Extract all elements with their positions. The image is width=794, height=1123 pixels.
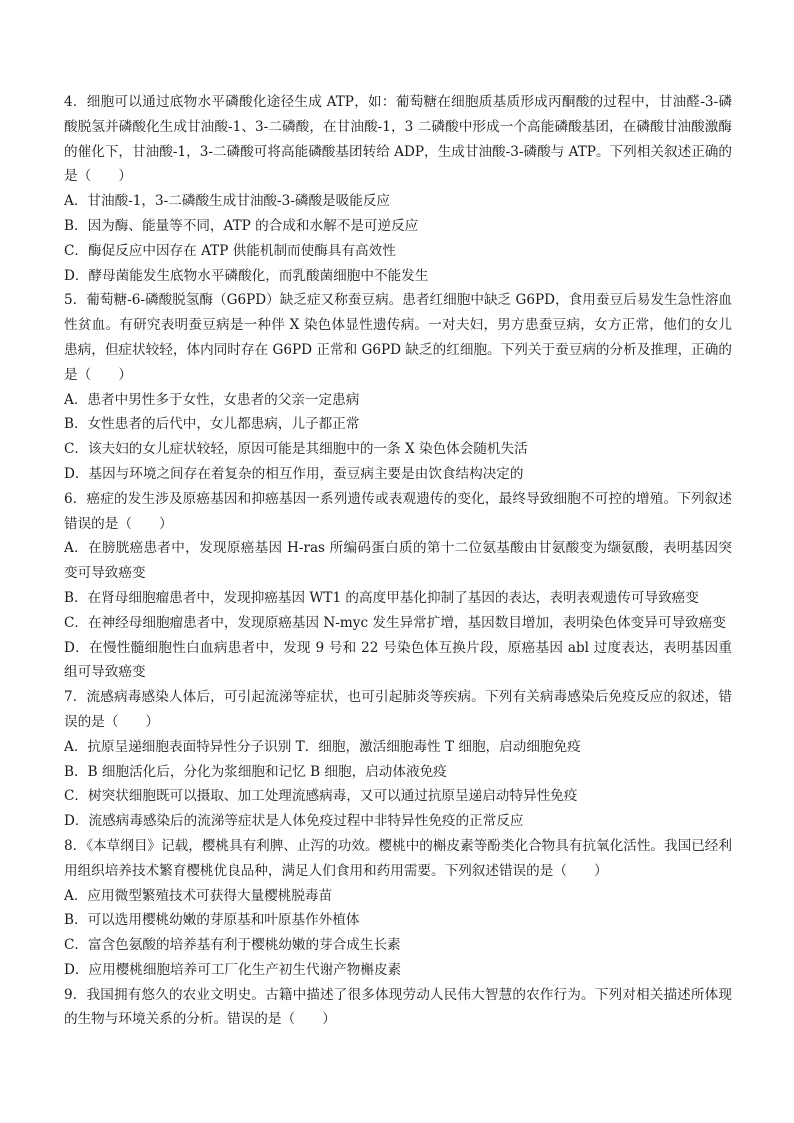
option-a: A．抗原呈递细胞表面特异性分子识别 T．细胞，激活细胞毒性 T 细胞，启动细胞免疫	[64, 738, 581, 755]
question-stem: 8．《本草纲目》记载，樱桃具有利脾、止泻的功效。樱桃中的槲皮素等酚类化合物具有抗氧化活性。我国已经利用组织培养技术繁育樱桃优良品种，满足人们食用和药用需要。下列叙述错误的是（ ）	[64, 837, 732, 879]
option-b: B．因为酶、能量等不同，ATP 的合成和水解不是可逆反应	[64, 217, 419, 234]
question-stem: 6．癌症的发生涉及原癌基因和抑癌基因一系列遗传或表观遗传的变化，最终导致细胞不可控的增殖。下列叙述错误的是（ ）	[64, 490, 732, 532]
option-d: D．流感病毒感染后的流涕等症状是人体免疫过程中非特异性免疫的正常反应	[64, 813, 524, 830]
option-b: B．女性患者的后代中，女儿都患病，儿子都正常	[64, 416, 360, 433]
question-6	[64, 487, 732, 685]
option-a: A．甘油酸-1，3-二磷酸生成甘油酸-3-磷酸是吸能反应	[64, 193, 391, 210]
option-a: A．患者中男性多于女性，女患者的父亲一定患病	[64, 391, 360, 408]
option-b: B．B 细胞活化后，分化为浆细胞和记忆 B 细胞，启动体液免疫	[64, 763, 447, 780]
option-c: C．酶促反应中因存在 ATP 供能机制而使酶具有高效性	[64, 242, 396, 259]
option-c: C．在神经母细胞瘤患者中，发现原癌基因 N-myc 发生异常扩增，基因数目增加，表明染色体变异可导致癌变	[64, 614, 726, 631]
question-stem: 5．葡萄糖-6-磷酸脱氢酶（G6PD）缺乏症又称蚕豆病。患者红细胞中缺乏 G6PD，食用蚕豆后易发生急性溶血性贫血。有研究表明蚕豆病是一种伴 X 染色体显性遗传病。一对夫妇，男方患蚕豆病，女方正常，他们的女儿患病，但症状较轻，体内同时存在 G6PD 正常和 G6PD 缺乏的红细胞。下列关于蚕豆病的分析及推理，正确的是（ ）	[64, 292, 732, 383]
option-b: B．可以选用樱桃幼嫩的芽原基和叶原基作外植体	[64, 912, 360, 929]
question-5	[64, 288, 732, 486]
option-a: A．应用微型繁殖技术可获得大量樱桃脱毒苗	[64, 887, 333, 904]
question-9	[64, 983, 732, 1033]
option-d: D．基因与环境之间存在着复杂的相互作用，蚕豆病主要是由饮食结构决定的	[64, 465, 524, 482]
option-c: C．富含色氨酸的培养基有利于樱桃幼嫩的芽合成生长素	[64, 937, 401, 954]
option-c: C．树突状细胞既可以摄取、加工处理流感病毒，又可以通过抗原呈递启动特异性免疫	[64, 788, 578, 805]
option-a: A．在膀胱癌患者中，发现原癌基因 H-ras 所编码蛋白质的第十二位氨基酸由甘氨酸变为缬氨酸，表明基因突变可导致癌变	[64, 540, 732, 582]
question-stem: 4．细胞可以通过底物水平磷酸化途径生成 ATP，如：葡萄糖在细胞质基质形成丙酮酸的过程中，甘油醛-3-磷酸脱氢并磷酸化生成甘油酸-1、3-二磷酸，在甘油酸-1，3 二磷酸中形成一个高能磷酸基团，在磷酸甘油酸激酶的催化下，甘油酸-1，3-二磷酸可将高能磷酸基团转给 ADP，生成甘油酸-3-磷酸与 ATP。下列相关叙述正确的是（ ）	[64, 94, 732, 185]
option-d: D．在慢性髓细胞性白血病患者中，发现 9 号和 22 号染色体互换片段，原癌基因 abl 过度表达，表明基因重组可导致癌变	[64, 639, 732, 681]
question-4	[64, 90, 732, 288]
question-stem: 9．我国拥有悠久的农业文明史。古籍中描述了很多体现劳动人民伟大智慧的农作行为。下列对相关描述所体现的生物与环境关系的分析。错误的是（ ）	[64, 986, 732, 1028]
question-7	[64, 685, 732, 834]
option-d: D．应用樱桃细胞培养可工厂化生产初生代谢产物槲皮素	[64, 961, 402, 978]
option-d: D．酵母菌能发生底物水平磷酸化，而乳酸菌细胞中不能发生	[64, 267, 429, 284]
question-stem: 7．流感病毒感染人体后，可引起流涕等症状，也可引起肺炎等疾病。下列有关病毒感染后免疫反应的叙述，错误的是（ ）	[64, 689, 732, 730]
option-b: B．在肾母细胞瘤患者中，发现抑癌基因 WT1 的高度甲基化抑制了基因的表达，表明表观遗传可导致癌变	[64, 589, 699, 606]
option-c: C．该夫妇的女儿症状较轻，原因可能是其细胞中的一条 X 染色体会随机失活	[64, 441, 528, 458]
question-8	[64, 834, 732, 983]
